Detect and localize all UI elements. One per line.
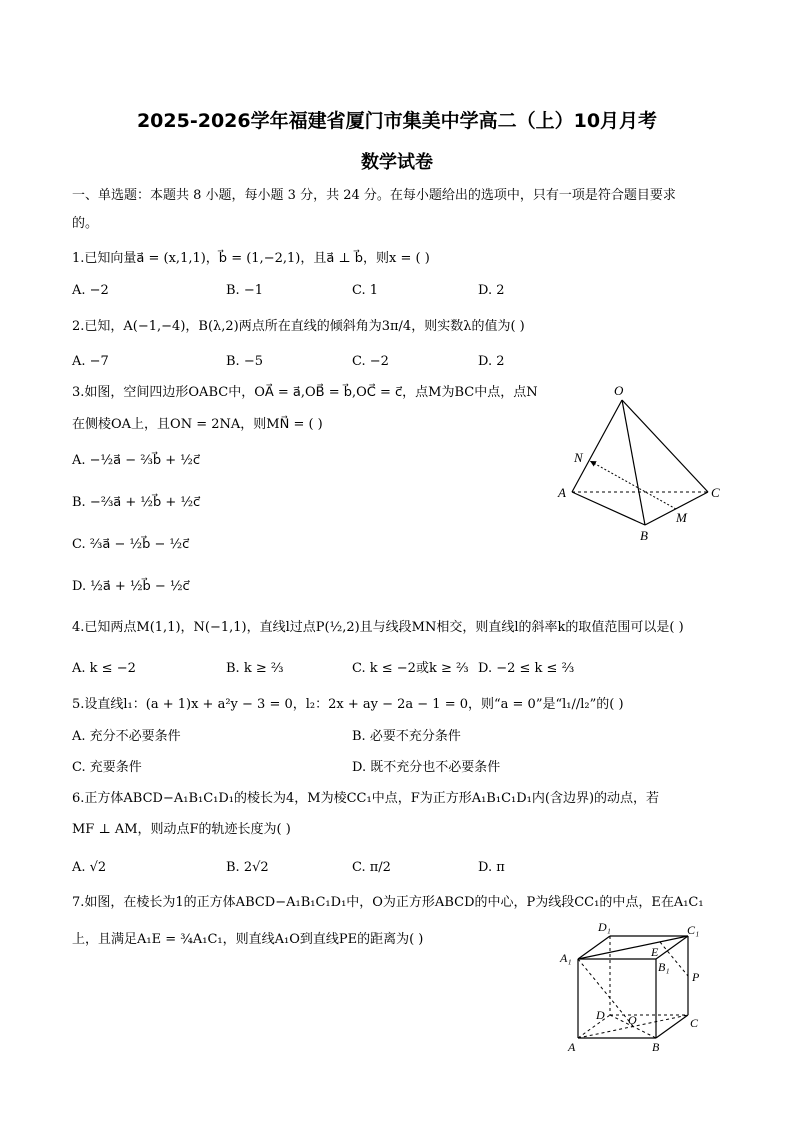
exam-title: 2025-2026学年福建省厦门市集美中学高二（上）10月月考 — [136, 110, 658, 132]
q1-stem: 1.已知向量a⃗ = (x,1,1)，b⃗ = (1,−2,1)，且a⃗ ⊥ b⃗，则x = ( ) — [72, 251, 430, 266]
q6-stem-line1: 6.正方体ABCD−A₁B₁C₁D₁的棱长为4，M为棱CC₁中点，F为正方形A₁B₁C₁D₁内(含边界)的动点，若 — [72, 791, 660, 806]
q7-stem-line1: 7.如图，在棱长为1的正方体ABCD−A₁B₁C₁D₁中，O为正方形ABCD的中心，P为线段CC₁的中点，E在A₁C₁ — [72, 895, 704, 910]
cube-label-b1: B₁ — [658, 960, 670, 974]
q6-option-d: D. π — [478, 860, 505, 875]
cube-label-b: B — [652, 1040, 660, 1054]
q2-option-b: B. −5 — [226, 354, 263, 369]
cube-label-a1: A₁ — [560, 951, 572, 965]
section-instruction-line1: 一、单选题：本题共 8 小题，每小题 3 分，共 24 分。在每小题给出的选项中，只有一项是符合题目要求 — [72, 188, 676, 203]
q7-stem-line2: 上，且满足A₁E = ¾A₁C₁，则直线A₁O到直线PE的距离为( ) — [72, 932, 424, 947]
figure-label-o: O — [614, 383, 624, 398]
q6-option-b: B. 2√2 — [226, 860, 269, 875]
figure-label-c: C — [711, 485, 720, 500]
q4-option-d: D. −2 ≤ k ≤ ⅔ — [478, 661, 575, 676]
q3-option-c: C. ⅔a⃗ − ½b⃗ − ½c⃗ — [72, 537, 190, 552]
q5-stem: 5.设直线l₁：(a + 1)x + a²y − 3 = 0，l₂：2x + ay − 2a − 1 = 0，则“a = 0”是“l₁//l₂”的( ) — [72, 697, 624, 712]
q1-option-a: A. −2 — [72, 283, 109, 298]
figure-label-n: N — [574, 450, 583, 465]
q5-option-d: D. 既不充分也不必要条件 — [352, 760, 501, 775]
q5-option-a: A. 充分不必要条件 — [72, 729, 181, 744]
q2-option-a: A. −7 — [72, 354, 109, 369]
q3-option-b: B. −⅔a⃗ + ½b⃗ + ½c⃗ — [72, 495, 201, 510]
figure-label-m: M — [676, 510, 687, 525]
q6-option-a: A. √2 — [72, 860, 107, 875]
q6-option-c: C. π/2 — [352, 860, 391, 875]
cube-label-c1: C₁ — [687, 923, 700, 937]
cube-label-p: P — [692, 970, 700, 984]
q3-option-a: A. −½a⃗ − ⅔b⃗ + ½c⃗ — [72, 453, 201, 468]
q5-option-c: C. 充要条件 — [72, 760, 142, 775]
q4-stem: 4.已知两点M(1,1)，N(−1,1)，直线l过点P(½,2)且与线段MN相交，则直线l的斜率k的取值范围可以是( ) — [72, 620, 684, 635]
q6-stem-line2: MF ⊥ AM，则动点F的轨迹长度为( ) — [72, 822, 291, 837]
tetrahedron-figure — [548, 380, 738, 550]
cube-label-d: D — [596, 1008, 605, 1022]
q2-option-d: D. 2 — [478, 354, 505, 369]
cube-label-a: A — [568, 1040, 576, 1054]
cube-label-o: O — [628, 1013, 637, 1027]
cube-label-e: E — [651, 945, 659, 959]
q1-option-d: D. 2 — [478, 283, 505, 298]
cube-label-d1: D₁ — [598, 920, 611, 934]
q4-option-c: C. k ≤ −2或k ≥ ⅔ — [352, 661, 469, 676]
q3-stem-line2: 在侧棱OA上，且ON = 2NA，则MN⃗ = ( ) — [72, 417, 323, 432]
q5-option-b: B. 必要不充分条件 — [352, 729, 461, 744]
section-instruction-line2: 的。 — [72, 216, 99, 231]
figure-label-b: B — [640, 528, 648, 543]
cube-figure — [556, 918, 718, 1058]
figure-label-a: A — [558, 485, 566, 500]
q2-option-c: C. −2 — [352, 354, 389, 369]
exam-subtitle: 数学试卷 — [361, 152, 433, 173]
q4-option-a: A. k ≤ −2 — [72, 661, 136, 676]
cube-label-c: C — [690, 1016, 699, 1030]
q2-stem: 2.已知，A(−1,−4)，B(λ,2)两点所在直线的倾斜角为3π/4，则实数λ的值为( ) — [72, 319, 525, 334]
q1-option-c: C. 1 — [352, 283, 379, 298]
q4-option-b: B. k ≥ ⅔ — [226, 661, 284, 676]
q1-option-b: B. −1 — [226, 283, 263, 298]
q3-stem-line1: 3.如图，空间四边形OABC中，OA⃗ = a⃗,OB⃗ = b⃗,OC⃗ = c⃗，点M为BC中点，点N — [72, 385, 538, 400]
q3-option-d: D. ½a⃗ + ½b⃗ − ½c⃗ — [72, 579, 190, 594]
